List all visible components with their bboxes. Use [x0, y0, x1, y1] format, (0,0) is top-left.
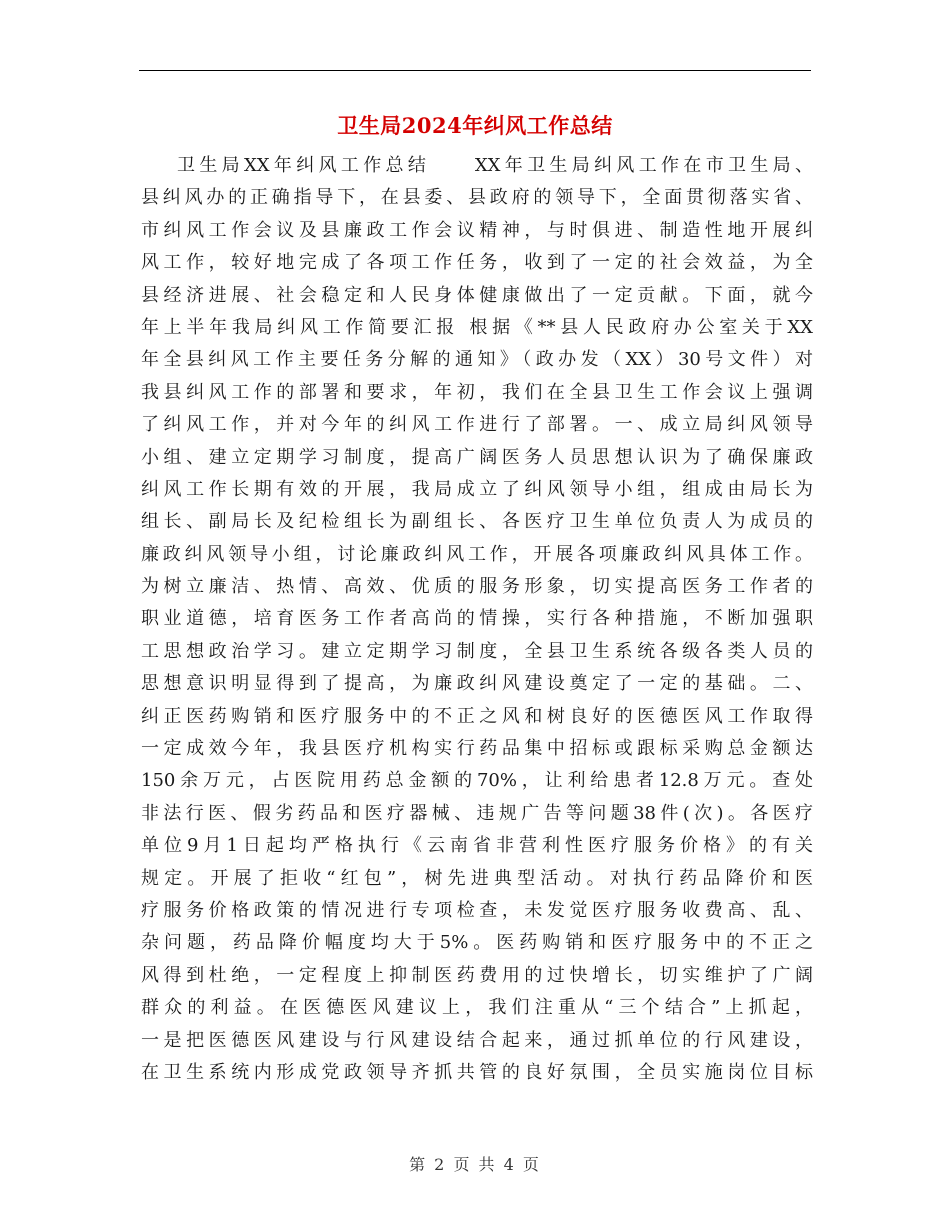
body-line: 工思想政治学习。建立定期学习制度，全县卫生系统各级各类人员的: [141, 640, 813, 662]
body-line: 年上半年我局纠风工作简要汇报 根据《**县人民政府办公室关于XX: [141, 316, 813, 338]
body-line: 县纠风办的正确指导下，在县委、县政府的领导下，全面贯彻落实省、: [141, 187, 813, 209]
body-line: 为树立廉洁、热情、高效、优质的服务形象，切实提高医务工作者的: [141, 576, 813, 598]
document-body: [141, 150, 813, 1089]
page-number: 第 2 页 共 4 页: [409, 1155, 541, 1174]
body-line: 思想意识明显得到了提高，为廉政纠风建设奠定了一定的基础。二、: [141, 673, 813, 695]
body-line: 群众的利益。在医德医风建议上，我们注重从“三个结合”上抓起，: [141, 997, 813, 1019]
body-line: 职业道德，培育医务工作者高尚的情操，实行各种措施，不断加强职: [141, 608, 813, 630]
body-line: 纠正医药购销和医疗服务中的不正之风和树良好的医德医风工作取得: [141, 705, 813, 727]
body-line: 疗服务价格政策的情况进行专项检查，未发觉医疗服务收费高、乱、: [141, 899, 813, 921]
document-title: 卫生局2024年纠风工作总结: [337, 113, 613, 138]
body-line: 风工作，较好地完成了各项工作任务，收到了一定的社会效益，为全: [141, 252, 813, 274]
body-line: 150余万元，占医院用药总金额的70%，让利给患者12.8万元。查处: [141, 770, 813, 792]
body-line: 一定成效今年，我县医疗机构实行药品集中招标或跟标采购总金额达: [141, 738, 813, 760]
body-line: 单位9月1日起均严格执行《云南省非营利性医疗服务价格》的有关: [141, 835, 813, 857]
header-rule: [139, 70, 811, 71]
body-line: 组长、副局长及纪检组长为副组长、各医疗卫生单位负责人为成员的: [141, 511, 813, 533]
body-line: 规定。开展了拒收“红包”，树先进典型活动。对执行药品降价和医: [141, 867, 813, 889]
body-line: 了纠风工作，并对今年的纠风工作进行了部署。一、成立局纠风领导: [141, 414, 813, 436]
body-line: 市纠风工作会议及县廉政工作会议精神，与时俱进、制造性地开展纠: [141, 219, 813, 241]
body-line: 在卫生系统内形成党政领导齐抓共管的良好氛围，全员实施岗位目标: [141, 1061, 813, 1083]
body-line: 小组、建立定期学习制度，提高广阔医务人员思想认识为了确保廉政: [141, 446, 813, 468]
body-line: 廉政纠风领导小组，讨论廉政纠风工作，开展各项廉政纠风具体工作。: [141, 543, 813, 565]
body-line: 非法行医、假劣药品和医疗器械、违规广告等问题38件(次)。各医疗: [141, 802, 813, 824]
body-line: 一是把医德医风建设与行风建设结合起来，通过抓单位的行风建设，: [141, 1029, 813, 1051]
body-line: 县经济进展、社会稳定和人民身体健康做出了一定贡献。下面，就今: [141, 284, 813, 306]
body-line: 风得到杜绝，一定程度上抑制医药费用的过快增长，切实维护了广阔: [141, 964, 813, 986]
body-line: 卫生局XX年纠风工作总结 XX年卫生局纠风工作在市卫生局、: [177, 155, 813, 176]
body-line: 纠风工作长期有效的开展，我局成立了纠风领导小组，组成由局长为: [141, 478, 813, 500]
body-line: 杂问题，药品降价幅度均大于5%。医药购销和医疗服务中的不正之: [141, 932, 813, 954]
body-line: 年全县纠风工作主要任务分解的通知》（政办发（XX）30号文件）对: [141, 349, 813, 371]
body-line: 我县纠风工作的部署和要求，年初，我们在全县卫生工作会议上强调: [141, 381, 813, 403]
